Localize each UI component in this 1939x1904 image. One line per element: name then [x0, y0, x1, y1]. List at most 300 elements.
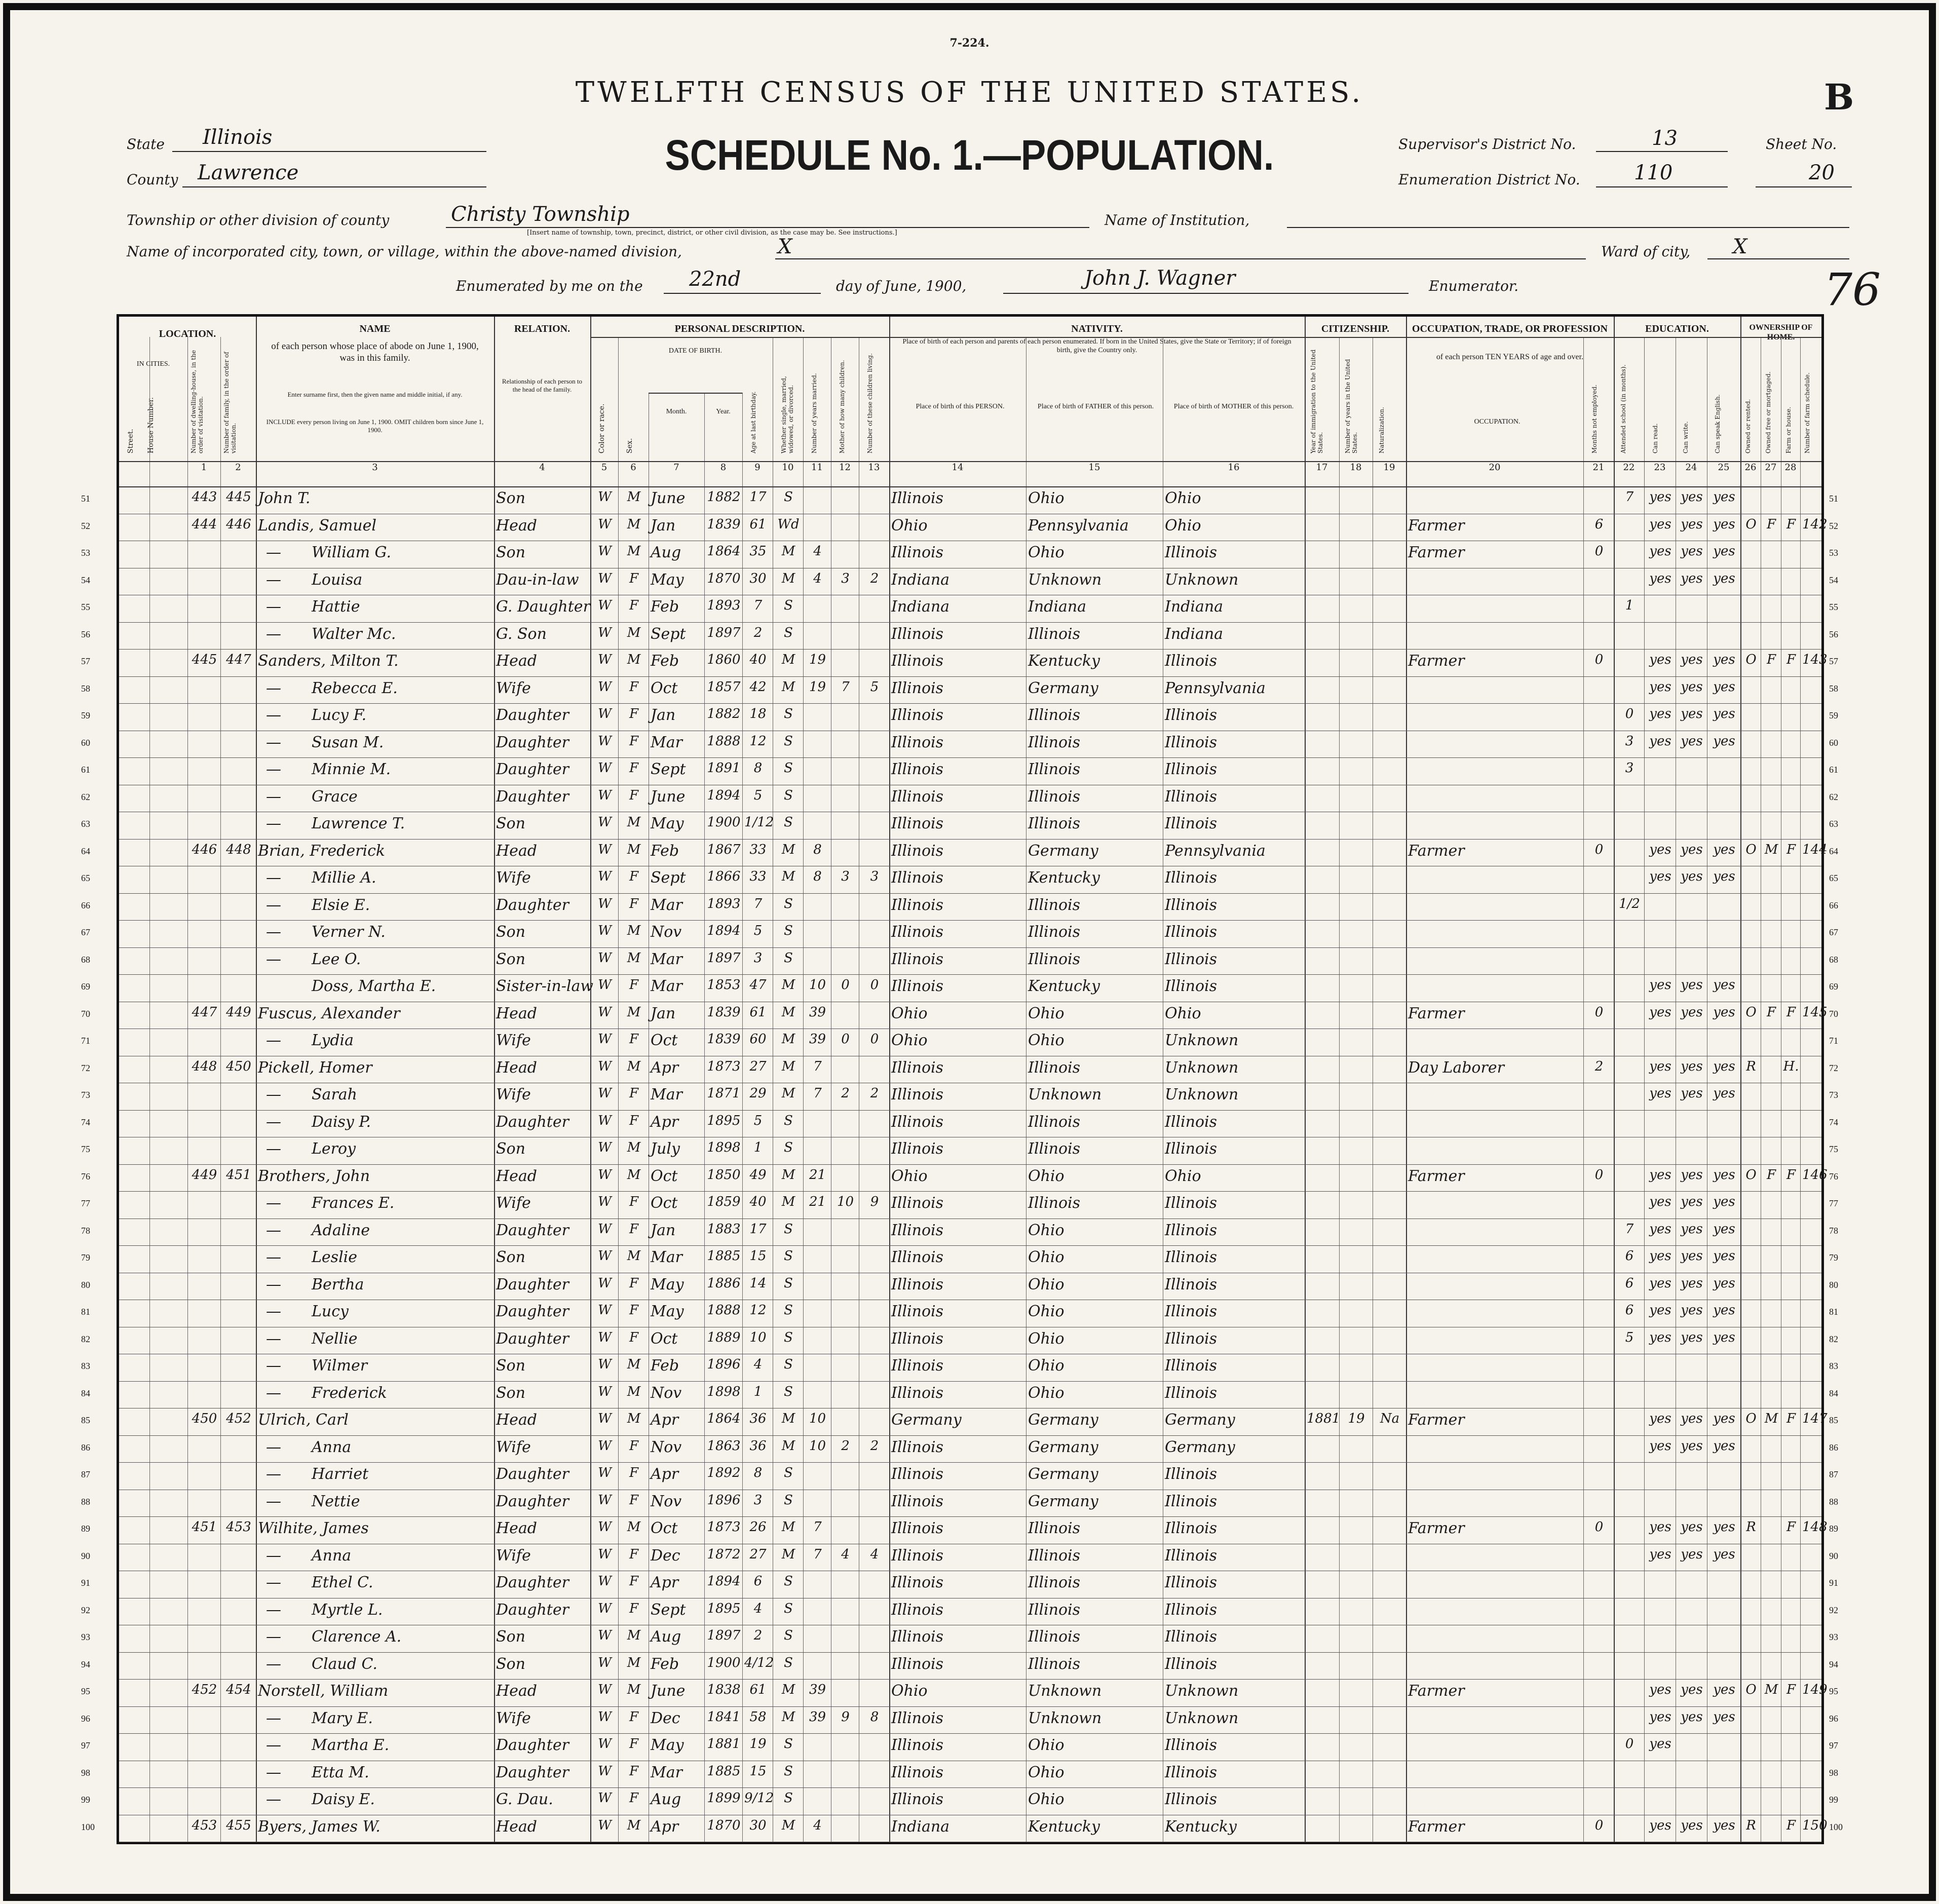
cell-sex: M	[627, 516, 641, 532]
cell-bf: Illinois	[1028, 1113, 1081, 1131]
table-row	[81, 1408, 1838, 1436]
cell-age: 49	[749, 1167, 767, 1183]
cell-year: 1867	[707, 842, 741, 857]
cell-mar: S	[784, 923, 793, 938]
surname-dash: —	[266, 1438, 281, 1456]
cell-month: Jan	[651, 706, 676, 724]
cell-color: W	[598, 1086, 612, 1101]
cell-sex: F	[629, 977, 639, 993]
cell-write: yes	[1681, 1329, 1703, 1345]
naturalization-header: Naturalization.	[1378, 407, 1385, 453]
cell-month: Nov	[651, 1492, 682, 1510]
cell-color: W	[598, 787, 612, 803]
line-number-right: 69	[1829, 981, 1838, 992]
cell-read: yes	[1649, 1248, 1671, 1264]
cell-bf: Ohio	[1028, 1004, 1064, 1022]
children-living-header: Number of these children living.	[866, 353, 873, 453]
state-value: Illinois	[203, 126, 273, 149]
line-number-right: 51	[1829, 493, 1838, 504]
cell-bf: Illinois	[1028, 896, 1081, 914]
cell-age: 18	[749, 706, 767, 721]
cell-bp: Illinois	[891, 1763, 944, 1781]
cell-month: May	[651, 570, 684, 589]
cell-fs: 147	[1802, 1411, 1828, 1426]
cell-name: Frederick	[312, 1384, 387, 1402]
cell-bf: Ohio	[1028, 1736, 1064, 1754]
cell-read: yes	[1649, 1411, 1671, 1426]
cell-speak: yes	[1713, 1248, 1735, 1264]
cell-mar: S	[784, 1113, 793, 1128]
cell-name: Rebecca E.	[312, 679, 398, 697]
cell-write: yes	[1681, 706, 1703, 721]
cell-rel: Wife	[496, 869, 531, 887]
cell-month: May	[651, 1736, 684, 1754]
cell-mar: S	[784, 1303, 793, 1318]
cell-ym: 7	[813, 1546, 822, 1562]
farm-schedule-header: Number of farm schedule.	[1804, 372, 1811, 453]
line-number-right: 70	[1829, 1008, 1838, 1019]
cell-bf: Kentucky	[1028, 977, 1100, 995]
cell-dw: 444	[192, 516, 217, 532]
cell-year: 1839	[707, 1004, 741, 1020]
birth-person-header: Place of birth of this PERSON.	[916, 403, 1005, 410]
line-number: 97	[81, 1740, 90, 1750]
cell-ym: 8	[813, 842, 822, 857]
cell-age: 33	[749, 842, 767, 857]
cell-month: Apr	[651, 1574, 679, 1591]
line-number: 52	[81, 520, 90, 531]
cell-mar: S	[784, 1628, 793, 1643]
personal-header: PERSONAL DESCRIPTION.	[674, 323, 805, 334]
line-number-right: 99	[1829, 1795, 1838, 1805]
line-number: 99	[81, 1795, 90, 1805]
cell-name: Lee O.	[312, 950, 361, 968]
cell-speak: yes	[1713, 1058, 1735, 1074]
cell-year: 1896	[707, 1492, 741, 1508]
birth-father-header: Place of birth of FATHER of this person.	[1037, 403, 1154, 410]
cell-bp: Ohio	[891, 1004, 928, 1022]
table-row	[81, 1300, 1838, 1327]
cell-age: 61	[749, 1004, 767, 1020]
cell-mar: M	[781, 544, 795, 559]
cell-farm: F	[1786, 1682, 1796, 1697]
column-number	[1800, 461, 1821, 482]
cell-bp: Illinois	[891, 652, 944, 670]
table-row	[81, 1273, 1838, 1301]
cell-read: yes	[1649, 1167, 1671, 1183]
surname-dash: —	[266, 869, 281, 887]
cell-speak: yes	[1713, 679, 1735, 695]
cell-ym: 39	[809, 1682, 826, 1697]
cell-name: Elsie E.	[312, 896, 370, 914]
cell-year: 1895	[707, 1601, 741, 1616]
line-number: 80	[81, 1279, 90, 1290]
cell-bf: Ohio	[1028, 489, 1064, 507]
line-number-right: 92	[1829, 1605, 1838, 1615]
cell-dw: 446	[192, 842, 217, 857]
cell-mar: M	[781, 1438, 795, 1454]
surname-dash: —	[266, 1465, 281, 1483]
cell-age: 8	[753, 760, 763, 776]
cell-bm: Indiana	[1165, 625, 1224, 643]
cell-color: W	[598, 1709, 612, 1725]
cell-bf: Unknown	[1028, 1086, 1102, 1103]
cell-bf: Illinois	[1028, 923, 1081, 941]
cell-fam: 453	[226, 1519, 251, 1535]
cell-year: 1897	[707, 950, 741, 966]
enumerator-value: John J. Wagner	[1084, 266, 1236, 290]
cell-year: 1873	[707, 1519, 741, 1535]
ward-value: X	[1733, 235, 1747, 258]
cell-month: Feb	[651, 842, 679, 860]
cell-free: F	[1766, 1167, 1776, 1183]
cell-bp: Ohio	[891, 1682, 928, 1700]
cell-year: 1857	[707, 679, 741, 695]
table-row	[81, 866, 1838, 894]
cell-bp: Illinois	[891, 1248, 944, 1266]
line-number-right: 91	[1829, 1578, 1838, 1588]
cell-read: yes	[1649, 1817, 1671, 1833]
cell-mu: 0	[1594, 544, 1604, 559]
cell-speak: yes	[1713, 1817, 1735, 1833]
cell-age: 5	[753, 787, 763, 803]
cell-sch: 5	[1625, 1329, 1634, 1345]
cell-fs: 149	[1802, 1682, 1828, 1697]
cell-sex: F	[629, 1546, 639, 1562]
cell-mar: S	[784, 1574, 793, 1589]
line-number-right: 79	[1829, 1252, 1838, 1263]
cell-name: Grace	[312, 787, 358, 806]
table-row	[81, 703, 1838, 731]
cell-moth: 10	[837, 1194, 854, 1209]
line-number-right: 71	[1829, 1036, 1838, 1046]
cell-ym: 4	[813, 570, 822, 586]
surname-dash: —	[266, 570, 281, 589]
cell-month: Aug	[651, 544, 681, 561]
cell-sex: F	[629, 1601, 639, 1616]
free-mortgaged-header: Owned free or mortgaged.	[1765, 371, 1772, 453]
cell-bp: Illinois	[891, 1140, 944, 1158]
cell-occ: Farmer	[1408, 1004, 1465, 1022]
cell-fam: 454	[226, 1682, 251, 1697]
cell-age: 15	[749, 1763, 767, 1779]
cell-moth: 3	[841, 570, 850, 586]
cell-bf: Kentucky	[1028, 652, 1100, 670]
cell-ym: 7	[813, 1058, 822, 1074]
column-number: 24	[1676, 461, 1707, 482]
cell-rel: Daughter	[496, 1601, 569, 1619]
cell-age: 14	[749, 1275, 767, 1291]
cell-fs: 145	[1802, 1004, 1828, 1020]
cell-bp: Ohio	[891, 1032, 928, 1049]
cell-write: yes	[1681, 977, 1703, 993]
cell-month: Oct	[651, 1519, 678, 1537]
cell-bf: Germany	[1028, 1411, 1098, 1429]
cell-bm: Illinois	[1165, 1763, 1218, 1781]
cell-sex: F	[629, 1329, 639, 1345]
column-number: 16	[1163, 461, 1305, 482]
cell-year: 1895	[707, 1113, 741, 1128]
line-number: 61	[81, 765, 90, 775]
cell-rel: Daughter	[496, 1303, 569, 1320]
table-row	[81, 974, 1838, 1002]
cell-mar: S	[784, 1492, 793, 1508]
cell-bm: Illinois	[1165, 815, 1218, 832]
cell-fam: 452	[226, 1411, 251, 1426]
line-number: 83	[81, 1361, 90, 1371]
cell-ym: 10	[809, 1438, 826, 1454]
cell-farm: H.	[1783, 1058, 1799, 1074]
cell-month: Jan	[651, 1004, 676, 1022]
cell-name: Clarence A.	[312, 1628, 402, 1646]
cell-color: W	[598, 923, 612, 938]
column-number: 17	[1305, 461, 1339, 482]
cell-farm: F	[1786, 652, 1796, 667]
cell-color: W	[598, 1465, 612, 1480]
cell-fam: 451	[226, 1167, 251, 1183]
cell-year: 1885	[707, 1248, 741, 1264]
line-number-right: 59	[1829, 710, 1838, 720]
cell-age: 36	[749, 1438, 767, 1454]
supervisor-value: 13	[1652, 127, 1678, 150]
cell-read: yes	[1649, 1086, 1671, 1101]
cell-year: 1897	[707, 625, 741, 640]
line-number: 63	[81, 819, 90, 829]
table-row	[81, 1679, 1838, 1707]
cell-own: R	[1746, 1519, 1756, 1535]
surname-dash: —	[266, 1492, 281, 1510]
line-number: 66	[81, 900, 90, 910]
cell-name: Anna	[312, 1546, 352, 1565]
table-row	[81, 947, 1838, 975]
cell-color: W	[598, 1384, 612, 1399]
cell-dw: 449	[192, 1167, 217, 1183]
cell-mar: S	[784, 733, 793, 749]
cell-mar: M	[781, 1546, 795, 1562]
cell-name: Daisy E.	[312, 1791, 375, 1808]
cell-age: 1/12	[744, 815, 774, 830]
cell-write: yes	[1681, 1004, 1703, 1020]
cell-bp: Illinois	[891, 544, 944, 561]
cell-month: June	[651, 1682, 686, 1700]
cell-speak: yes	[1713, 1275, 1735, 1291]
cell-rel: Wife	[496, 1709, 531, 1727]
cell-free: F	[1766, 516, 1776, 532]
cell-rel: Son	[496, 923, 525, 941]
cell-name: Mary E.	[312, 1709, 373, 1727]
cell-mu: 0	[1594, 1519, 1604, 1535]
line-number-right: 80	[1829, 1279, 1838, 1290]
cell-bf: Illinois	[1028, 1655, 1081, 1673]
cell-month: Sept	[651, 625, 686, 643]
cell-read: yes	[1649, 570, 1671, 586]
cell-read: yes	[1649, 1221, 1671, 1237]
cell-sex: M	[627, 1655, 641, 1670]
cell-occ: Farmer	[1408, 544, 1465, 561]
cell-bm: Illinois	[1165, 760, 1218, 778]
cell-write: yes	[1681, 1709, 1703, 1725]
cell-name: Doss, Martha E.	[312, 977, 436, 995]
cell-color: W	[598, 544, 612, 559]
cell-bf: Illinois	[1028, 815, 1081, 832]
cell-mar: S	[784, 1248, 793, 1264]
line-number: 67	[81, 927, 90, 937]
cell-bf: Kentucky	[1028, 1817, 1100, 1836]
table-row	[81, 1652, 1838, 1680]
cell-month: Aug	[651, 1628, 681, 1646]
cell-read: yes	[1649, 869, 1671, 884]
cell-color: W	[598, 733, 612, 749]
cell-fam: 449	[226, 1004, 251, 1020]
cell-speak: yes	[1713, 544, 1735, 559]
cell-moth: 2	[841, 1086, 850, 1101]
cell-free: M	[1764, 1411, 1778, 1426]
cell-mar: M	[781, 1817, 795, 1833]
column-number: 4	[494, 461, 590, 482]
surname-dash: —	[266, 1329, 281, 1348]
cell-rel: Son	[496, 544, 525, 561]
table-row	[81, 1815, 1843, 1843]
cell-color: W	[598, 869, 612, 884]
cell-bf: Illinois	[1028, 1628, 1081, 1646]
cell-age: 7	[753, 896, 763, 911]
cell-name: Wilhite, James	[258, 1519, 369, 1537]
table-row	[81, 1544, 1838, 1572]
cell-year: 1882	[707, 489, 741, 505]
city-value: X	[778, 235, 792, 258]
dob-rule	[649, 393, 742, 394]
cell-bf: Illinois	[1028, 1519, 1081, 1537]
cell-year: 1871	[707, 1086, 741, 1101]
cell-rel: Son	[496, 1384, 525, 1402]
column-number: 6	[618, 461, 649, 482]
cell-read: yes	[1649, 1709, 1671, 1725]
cell-mar: S	[784, 489, 793, 505]
cell-sex: M	[627, 625, 641, 640]
table-row	[81, 1354, 1838, 1382]
cell-bf: Unknown	[1028, 1682, 1102, 1700]
column-number: 21	[1583, 461, 1614, 482]
table-row	[81, 1083, 1838, 1111]
cell-farm: F	[1786, 516, 1796, 532]
farm-house-header: Farm or house.	[1785, 406, 1792, 453]
cell-color: W	[598, 1682, 612, 1697]
cell-bp: Illinois	[891, 815, 944, 832]
cell-liv: 9	[870, 1194, 879, 1209]
surname-dash: —	[266, 1628, 281, 1646]
cell-bp: Illinois	[891, 1709, 944, 1727]
cell-mar: S	[784, 950, 793, 966]
line-number: 72	[81, 1062, 90, 1073]
line-number-right: 98	[1829, 1767, 1838, 1778]
column-number: 28	[1781, 461, 1800, 482]
line-number: 53	[81, 548, 90, 558]
cell-mar: S	[784, 760, 793, 776]
line-number: 93	[81, 1632, 90, 1642]
line-number: 58	[81, 683, 90, 694]
surname-dash: —	[266, 1709, 281, 1727]
cell-speak: yes	[1713, 1438, 1735, 1454]
table-row	[81, 1435, 1838, 1463]
cell-mar: M	[781, 1167, 795, 1183]
cell-bp: Illinois	[891, 489, 944, 507]
cell-liv: 3	[870, 869, 879, 884]
cell-dw: 453	[192, 1817, 217, 1833]
line-number: 54	[81, 575, 90, 585]
surname-dash: —	[266, 544, 281, 561]
cell-occ: Farmer	[1408, 652, 1465, 670]
surname-dash: —	[266, 1086, 281, 1103]
cell-month: Oct	[651, 1032, 678, 1049]
cell-bp: Illinois	[891, 923, 944, 941]
cell-ym: 19	[809, 652, 826, 667]
cell-sex: M	[627, 1628, 641, 1643]
cell-color: W	[598, 1357, 612, 1372]
cell-bm: Pennsylvania	[1165, 679, 1266, 697]
line-number-right: 77	[1829, 1198, 1838, 1208]
cell-ym: 21	[809, 1194, 826, 1209]
cell-read: yes	[1649, 1736, 1671, 1751]
cell-age: 8	[753, 1465, 763, 1480]
cell-bf: Illinois	[1028, 1140, 1081, 1158]
cell-color: W	[598, 1655, 612, 1670]
cell-bp: Illinois	[891, 1628, 944, 1646]
occupation-desc: of each person TEN YEARS of age and over.	[1436, 353, 1584, 361]
cell-bm: Illinois	[1165, 706, 1218, 724]
supervisor-label: Supervisor's District No.	[1398, 136, 1576, 153]
cell-color: W	[598, 1546, 612, 1562]
cell-fam: 455	[226, 1817, 251, 1833]
cell-write: yes	[1681, 1303, 1703, 1318]
surname-dash: —	[266, 1194, 281, 1212]
cell-month: Apr	[651, 1817, 679, 1836]
line-number-right: 72	[1829, 1062, 1838, 1073]
cell-bf: Germany	[1028, 1492, 1098, 1510]
line-number: 81	[81, 1307, 90, 1317]
column-number: 25	[1707, 461, 1740, 482]
cell-color: W	[598, 1221, 612, 1237]
month-header: Month.	[666, 408, 687, 415]
cell-age: 26	[749, 1519, 767, 1535]
cell-color: W	[598, 1519, 612, 1535]
cell-color: W	[598, 842, 612, 857]
cell-bm: Illinois	[1165, 1628, 1218, 1646]
cell-name: Pickell, Homer	[258, 1058, 372, 1077]
nativity-desc: Place of birth of each person and parents of each person enumerated. If born in the United States, give the State or Territory; if of foreign birth, give the Country only.	[902, 338, 1291, 354]
cell-age: 5	[753, 1113, 763, 1128]
line-number-right: 73	[1829, 1090, 1838, 1100]
line-number-right: 100	[1829, 1821, 1843, 1832]
cell-color: W	[598, 1574, 612, 1589]
cell-bm: Illinois	[1165, 923, 1218, 941]
line-number-right: 66	[1829, 900, 1838, 910]
cell-name: Nellie	[312, 1329, 358, 1348]
cell-year: 1864	[707, 544, 741, 559]
column-number: 13	[859, 461, 889, 482]
cell-bf: Illinois	[1028, 1601, 1081, 1619]
cell-read: yes	[1649, 977, 1671, 993]
cell-rel: Head	[496, 842, 538, 860]
cell-sex: F	[629, 1736, 639, 1751]
cell-month: Dec	[651, 1546, 680, 1565]
cell-free: M	[1764, 1682, 1778, 1697]
county-value: Lawrence	[198, 161, 299, 184]
cell-ym: 39	[809, 1709, 826, 1725]
cell-month: Oct	[651, 1329, 678, 1348]
line-number: 55	[81, 602, 90, 612]
cell-age: 33	[749, 869, 767, 884]
cell-color: W	[598, 706, 612, 721]
